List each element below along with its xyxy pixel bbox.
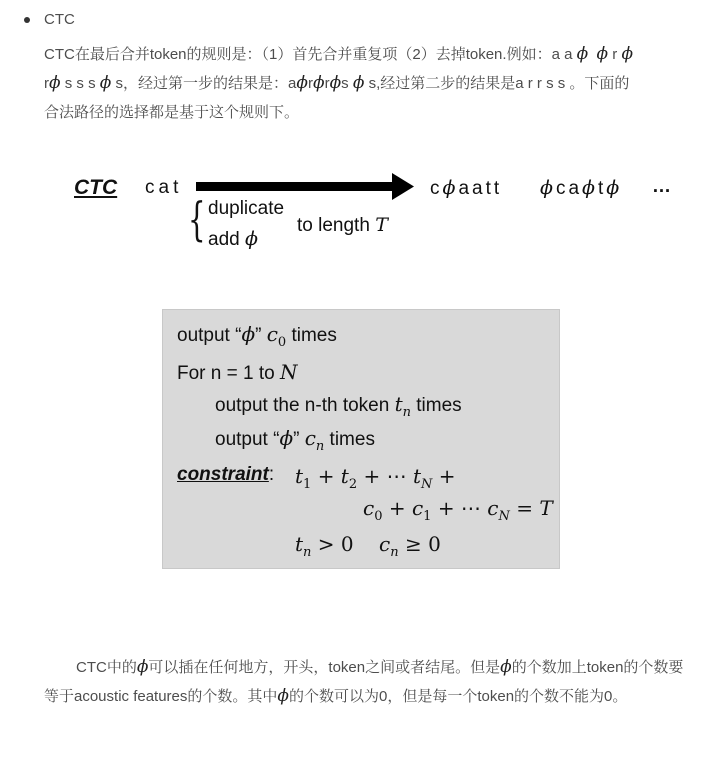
constraint-eq-2: $c_0 + c_1$ + ⋯ $c_N = T$: [363, 496, 553, 524]
phi-symbol: ϕ: [136, 657, 149, 677]
phi-symbol: ϕ: [352, 73, 365, 93]
rule-paragraph: [44, 40, 694, 127]
rule-r2: r: [324, 75, 330, 92]
rule-line2-mid2: s，经过第一步的结果是：a: [111, 75, 297, 92]
bullet-title: CTC: [44, 11, 75, 28]
phi-symbol: ϕ: [606, 177, 623, 199]
phi-symbol: ϕ: [49, 73, 61, 93]
rule-line2-mid1: s s s: [60, 75, 100, 92]
phi-symbol: ϕ: [500, 657, 512, 677]
algorithm-box: [162, 309, 560, 569]
bullet-dot: [24, 17, 30, 23]
phi-symbol: ϕ: [329, 73, 342, 93]
rule-intro: CTC在最后合并token的规则是：（1）首先合并重复项（2）去掉token.例如：a a: [44, 46, 577, 63]
input-sequence: cat: [145, 177, 183, 198]
transform-arrow: [196, 173, 414, 201]
phi-symbol: ϕ: [279, 426, 294, 450]
phi-symbol: ϕ: [312, 73, 325, 93]
phi-symbol: ϕ: [244, 228, 258, 250]
phi-symbol: ϕ: [576, 44, 589, 64]
ctc-diagram-label: CTC: [74, 176, 118, 199]
algo-line-1: output “ϕ” $c_0$ times: [177, 322, 337, 350]
output-sequence-2: ϕcaϕtϕ: [540, 177, 623, 199]
bottom-paragraph: CTC中的ϕ可以插在任何地方，开头，token之间或者结尾。但是ϕ的个数加上token的个数要等于acoustic features的个数。其中ϕ的个数可以为0，但是每一个token的个数不能为0。: [44, 657, 684, 706]
rule-r1: r: [307, 75, 313, 92]
to-length-label: to length T: [297, 214, 388, 236]
rule-line2-start: r: [44, 75, 49, 92]
phi-symbol: ϕ: [277, 686, 289, 706]
phi-symbol: ϕ: [241, 322, 256, 346]
duplicate-label: duplicate: [208, 198, 285, 219]
rule-line2-after: s,经过第二步的结果是a r r s s 。下面的: [364, 75, 630, 92]
rule-line3: 合法路径的选择都是基于这个规则下。: [44, 104, 300, 121]
phi-symbol: ϕ: [99, 73, 112, 93]
phi-symbol: ϕ: [442, 177, 459, 199]
ellipsis: …: [652, 176, 671, 197]
rule-example-tail: r: [608, 46, 622, 63]
phi-symbol: ϕ: [296, 73, 308, 93]
phi-symbol: ϕ: [540, 177, 556, 199]
phi-symbol: ϕ: [582, 177, 598, 199]
constraint-label: constraint:: [177, 464, 275, 485]
algo-line-2: For n = 1 to N: [177, 360, 298, 384]
phi-symbol: ϕ: [596, 44, 609, 64]
constraint-eq-1: $t_1 + t_2$ + ⋯ $t_N$ +: [295, 464, 456, 492]
phi-symbol: ϕ: [621, 44, 634, 64]
output-sequence-1: cϕaatt: [430, 177, 503, 199]
add-phi-label: add ϕ: [208, 228, 258, 250]
curly-brace-icon: {: [188, 192, 206, 246]
constraint-eq-3: $t_n > 0$ $c_n \ge 0$: [295, 532, 441, 560]
algo-line-3: output the n-th token $t_n$ times: [215, 392, 462, 420]
rule-s1: s: [341, 75, 349, 92]
algo-line-4: output “ϕ” $c_n$ times: [215, 426, 375, 454]
